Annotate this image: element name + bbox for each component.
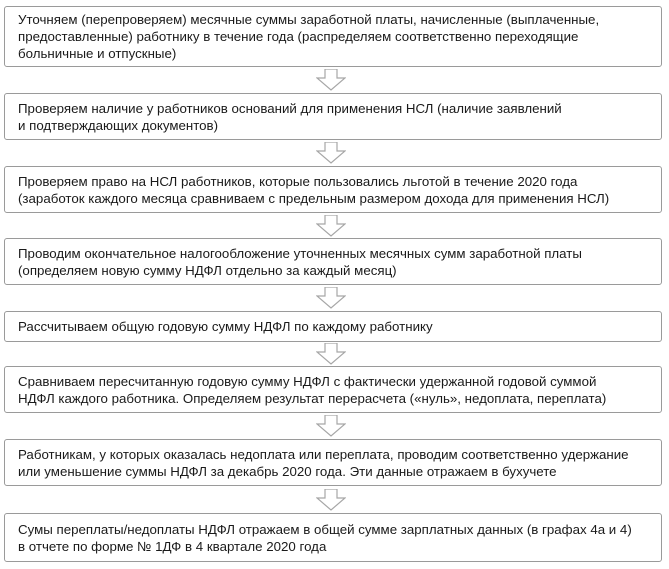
step-6-box	[4, 366, 662, 413]
step-7-text: Работникам, у которых оказалась недоплата или переплата, проводим соответственно удержание или уменьшение суммы НДФЛ за декабрь 2020 года. Эти данные отражаем в бухучете	[18, 446, 629, 479]
step-1-text: Уточняем (перепроверяем) месячные суммы заработной платы, начисленные (выплаченные, предоставленные) работнику в течение года (распределяем соответственно переходящие больничные и отпускные)	[18, 12, 600, 61]
arrow-down-icon	[316, 415, 346, 437]
step-8-text: Сумы переплаты/недоплаты НДФЛ отражаем в общей сумме зарплатных данных (в графах 4а и 4) в отчете по форме № 1ДФ в 4 квартале 2020 года	[18, 521, 632, 554]
arrow-down-icon	[316, 142, 346, 164]
step-2-text: Проверяем наличие у работников оснований для применения НСЛ (наличие заявлений и подтверждающих документов)	[18, 100, 562, 133]
step-1-box	[4, 6, 662, 67]
step-5-box	[4, 311, 662, 342]
step-6-text: Сравниваем пересчитанную годовую сумму НДФЛ с фактически удержанной годовой суммой НДФЛ каждого работника. Определяем результат перерасчета («нуль», недоплата, переплата)	[18, 373, 607, 406]
step-4-text: Проводим окончательное налогообложение уточненных месячных сумм заработной платы (определяем новую сумму НДФЛ отдельно за каждый месяц)	[18, 245, 582, 278]
step-7-box	[4, 439, 662, 486]
step-3-box	[4, 166, 662, 213]
step-8-box	[4, 513, 662, 562]
arrow-down-icon	[316, 343, 346, 365]
step-2-box	[4, 93, 662, 140]
arrow-down-icon	[316, 287, 346, 309]
arrow-down-icon	[316, 69, 346, 91]
arrow-down-icon	[316, 215, 346, 237]
step-4-box	[4, 238, 662, 285]
step-5-text: Рассчитываем общую годовую сумму НДФЛ по каждому работнику	[18, 319, 433, 334]
step-3-text: Проверяем право на НСЛ работников, которые пользовались льготой в течение 2020 года (заработок каждого месяца сравниваем с предельным размером дохода для применения НСЛ)	[18, 173, 610, 206]
arrow-down-icon	[316, 489, 346, 511]
